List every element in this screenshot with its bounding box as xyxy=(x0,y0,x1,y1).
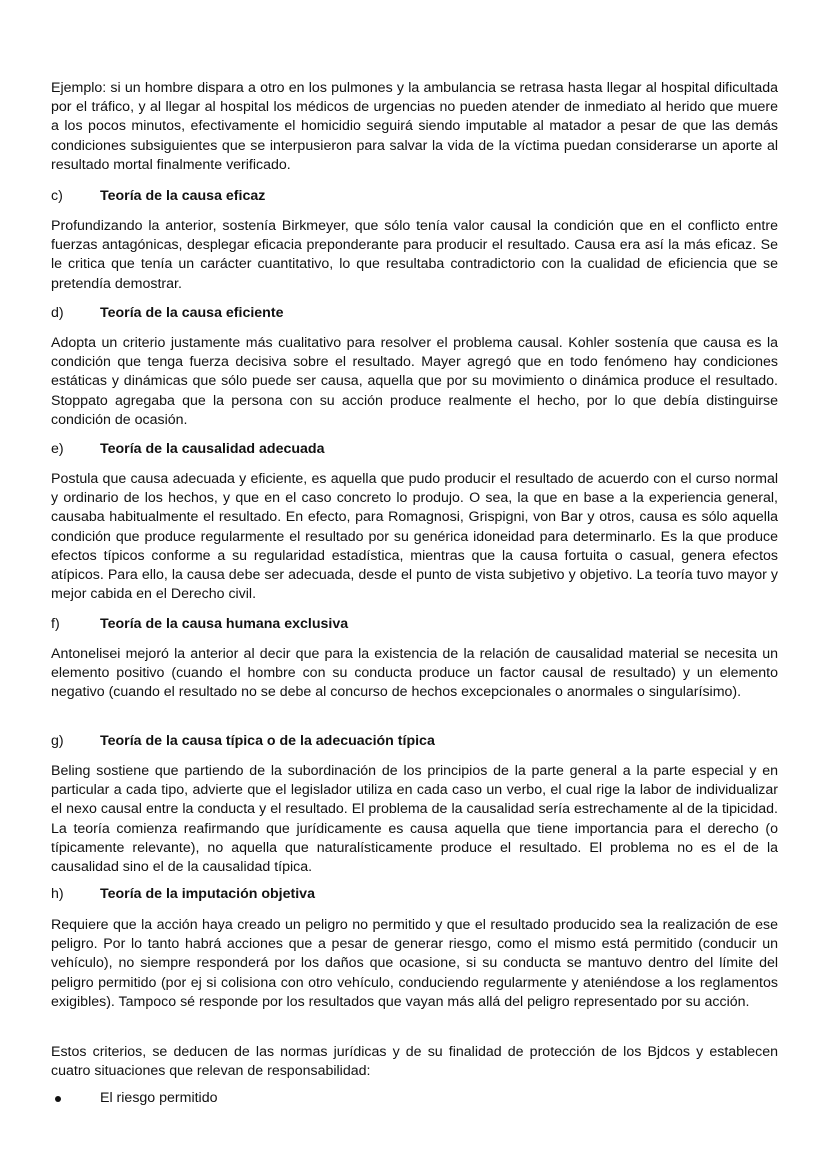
paragraph-causa-eficaz xyxy=(51,217,778,294)
paragraph-text: Beling sostiene que partiendo de la subordinación de los principios de la parte general a la parte especial y en particular a cada tipo, advierte que el legislador utiliza en cada caso un verbo, el cual rige la labor de individualizar el nexo causal entre la conducta y el resultado. El problema de la causalidad sería estrechamente al de la tipicidad. La teoría comienza reafirmando que jurídicamente es causa aquella que tiene importancia para el derecho (o típicamente relevante), no aquella que naturalísticamente produce el resultado. El problema no es el de la causalidad sino el de la causalidad típica. xyxy=(51,763,778,876)
paragraph-text: Postula que causa adecuada y eficiente, es aquella que pudo producir el resultado de acuerdo con el curso normal y ordinario de los hechos, y que en el caso concreto lo produjo. O sea, la que en base a la experiencia general, causaba habitualmente el resultado. En efecto, para Romagnosi, Grispigni, von Bar y otros, causa es sólo aquella condición que produce regularmente el resultado por su genérica idoneidad para determinarlo. Es la que produce efectos típicos conforme a su regularidad estadística, mientras que la causa fortuita o casual, genera efectos atípicos. Para ello, la causa debe ser adecuada, desde el punto de vista subjetivo y objetivo. La teoría tuvo mayor y mejor cabida en el Derecho civil. xyxy=(51,471,778,603)
section-title: Teoría de la causalidad adecuada xyxy=(100,441,325,457)
paragraph-text: Requiere que la acción haya creado un peligro no permitido y que el resultado producido sea la realización de ese peligro. Por lo tanto habrá acciones que a pesar de generar riesgo, como el mismo está permitido (conducir un vehículo), no siempre responderá por los daños que ocasione, si su conducta se mantuvo dentro del límite del peligro permitido (por ej si colisiona con otro vehículo, conduciendo regularmente y ateniéndose a los reglamentos exigibles). Tampoco sé responde por los resultados que vayan más allá del peligro representado por su acción. xyxy=(51,917,778,1010)
paragraph-text: Estos criterios, se deducen de las normas jurídicas y de su finalidad de protección de los Bjdcos y establecen cuatro situaciones que relevan de responsabilidad: xyxy=(51,1044,778,1080)
paragraph-text: Ejemplo: si un hombre dispara a otro en los pulmones y la ambulancia se retrasa hasta llegar al hospital dificultada por el tráfico, y al llegar al hospital los médicos de urgencias no pueden atender de inmediato al herido que muere a los pocos minutos, efectivamente el homicidio seguirá siendo imputable al matador a pesar de que las demás condiciones subsiguientes que se interpusieron para salvar la vida de la víctima puedan considerarse un aporte al resultado mortal finalmente verificado. xyxy=(51,80,778,173)
section-title: Teoría de la causa típica o de la adecuación típica xyxy=(100,733,435,749)
section-letter: c) xyxy=(51,188,63,204)
section-title: Teoría de la causa eficaz xyxy=(100,188,266,204)
bullet-label: El riesgo permitido xyxy=(100,1090,218,1106)
bullet-list-item xyxy=(51,1088,778,1108)
paragraph-imputacion-objetiva xyxy=(51,916,778,1012)
paragraph-text: Adopta un criterio justamente más cualitativo para resolver el problema causal. Kohler sostenía que causa es la condición que tenga fuerza decisiva sobre el resultado. Mayer agregó que en todo fenómeno hay condiciones estáticas y dinámicas que sólo puede ser causa, aquella que por su movimiento o dinámica produce el resultado. Stoppato agregaba que la persona con su acción produce realmente el hecho, por lo que debía distinguirse condición de ocasión. xyxy=(51,335,778,428)
paragraph-closing-criteria xyxy=(51,1043,778,1081)
paragraph-text: Antonelisei mejoró la anterior al decir que para la existencia de la relación de causalidad material se necesita un elemento positivo (cuando el hombre con su conducta produce un factor causal de resultado) y un elemento negativo (cuando el resultado no se debe al concurso de hechos excepcionales o anormales o singularísimo). xyxy=(51,646,778,701)
section-letter: d) xyxy=(51,305,64,321)
paragraph-causa-eficiente xyxy=(51,334,778,430)
bullet-dot-icon xyxy=(55,1096,61,1102)
paragraph-causa-humana-exclusiva xyxy=(51,645,778,703)
section-letter: g) xyxy=(51,733,64,749)
paragraph-causalidad-adecuada xyxy=(51,470,778,604)
section-title: Teoría de la causa humana exclusiva xyxy=(100,616,349,632)
section-title: Teoría de la causa eficiente xyxy=(100,305,284,321)
section-letter: f) xyxy=(51,616,60,632)
paragraph-causa-tipica xyxy=(51,762,778,877)
section-letter: h) xyxy=(51,886,64,902)
paragraph-text: Profundizando la anterior, sostenía Birkmeyer, que sólo tenía valor causal la condición que en el conflicto entre fuerzas antagónicas, desplegar eficacia preponderante para producir el resultado. Causa era así la más eficaz. Se le critica que tenía un carácter cuantitativo, lo que resultaba contradictorio con la cualidad de eficiencia que se pretendía demostrar. xyxy=(51,218,778,292)
section-letter: e) xyxy=(51,441,64,457)
section-title: Teoría de la imputación objetiva xyxy=(100,886,315,902)
paragraph-intro-example xyxy=(51,79,778,175)
